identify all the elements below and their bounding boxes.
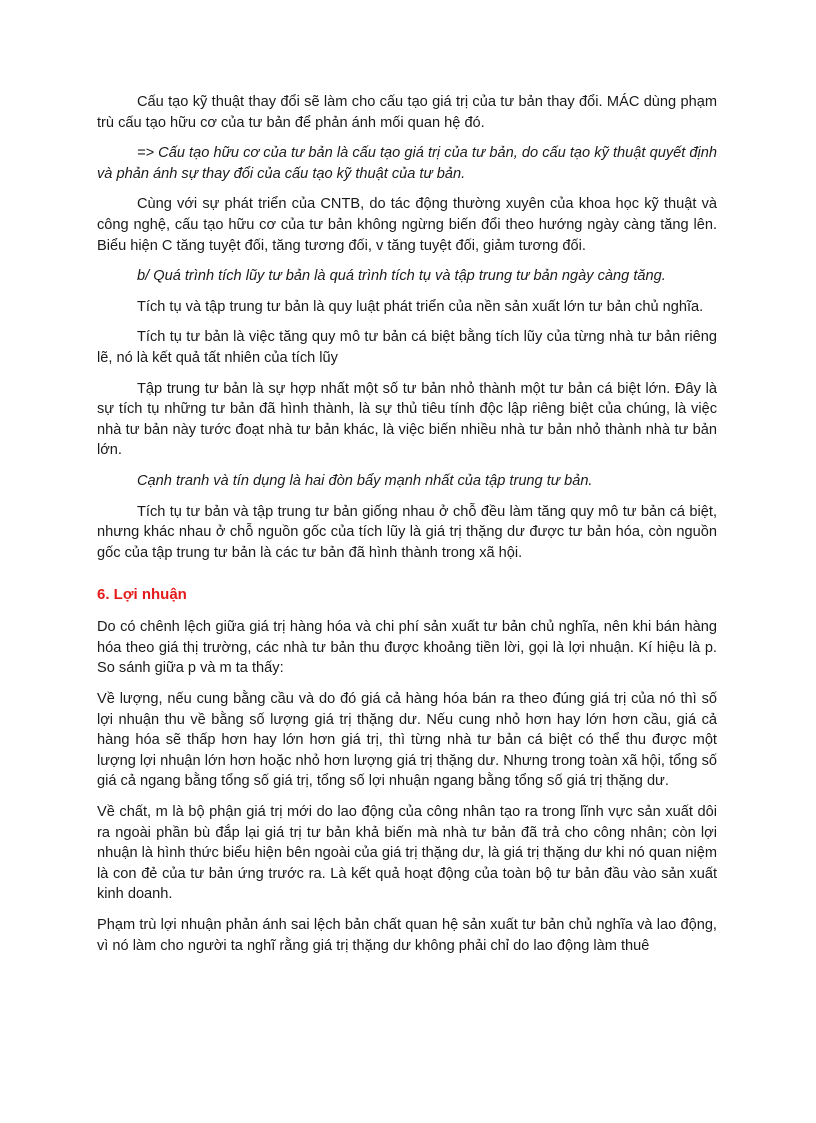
paragraph: Tích tụ tư bản là việc tăng quy mô tư bản cá biệt bằng tích lũy của từng nhà tư bản riêng lẽ, nó là kết quả tất nhiên của tích lũy: [97, 329, 717, 366]
paragraph: Phạm trù lợi nhuận phản ánh sai lệch bản chất quan hệ sản xuất tư bản chủ nghĩa và lao động, vì nó làm cho người ta nghĩ rằng giá trị thặng dư không phải chỉ do lao động làm thuê: [97, 917, 717, 954]
paragraph: Do có chênh lệch giữa giá trị hàng hóa và chi phí sản xuất tư bản chủ nghĩa, nên khi bán hàng hóa theo giá thị trường, các nhà tư bản thu được khoảng tiền lời, gọi là lợi nhuận. Kí hiệu là p. So sánh giữa p và m ta thấy:: [97, 619, 717, 677]
paragraph: Tích tụ và tập trung tư bản là quy luật phát triển của nền sản xuất lớn tư bản chủ nghĩa.: [137, 298, 704, 315]
paragraph: Tích tụ tư bản và tập trung tư bản giống nhau ở chỗ đều làm tăng quy mô tư bản cá biệt, nhưng khác nhau ở chỗ nguồn gốc của tích lũy là giá trị thặng dư được tư bản hóa, còn nguồn gốc của tập trung tư bản là các tư bản đã hình thành trong xã hội.: [97, 503, 717, 561]
subheading-paragraph: b/ Quá trình tích lũy tư bản là quá trình tích tụ và tập trung tư bản ngày càng tăng.: [137, 268, 666, 285]
paragraph: Cấu tạo kỹ thuật thay đổi sẽ làm cho cấu tạo giá trị của tư bản thay đổi. MÁC dùng phạm trù cấu tạo hữu cơ của tư bản để phản ánh mối quan hệ đó.: [97, 94, 717, 131]
document-page: [97, 92, 717, 966]
paragraph: Về chất, m là bộ phận giá trị mới do lao động của công nhân tạo ra trong lĩnh vực sản xuất dôi ra ngoài phần bù đắp lại giá trị tư bản khả biến mà nhà tư bản đã trả cho công nhân; còn lợi nhuận là hình thức biểu hiện bên ngoài của giá trị thặng dư, là giá trị thặng dư khi nó quan niệm là con đẻ của tư bản ứng trước ra. Là kết quả hoạt động của toàn bộ tư bản đầu vào sản xuất kinh doanh.: [97, 804, 717, 903]
paragraph: Tập trung tư bản là sự hợp nhất một số tư bản nhỏ thành một tư bản cá biệt lớn. Đây là sự tích tụ những tư bản đã hình thành, là sự thủ tiêu tính độc lập riêng biệt của chúng, là việc nhà tư bản này tước đoạt nhà tư bản khác, là việc biến nhiều nhà tư bản nhỏ thành nhà tư bản lớn.: [97, 380, 717, 459]
section-heading: 6. Lợi nhuận: [97, 586, 187, 604]
italic-paragraph: Cạnh tranh và tín dụng là hai đòn bẩy mạnh nhất của tập trung tư bản.: [137, 472, 593, 489]
conclusion-paragraph: => Cấu tạo hữu cơ của tư bản là cấu tạo giá trị của tư bản, do cấu tạo kỹ thuật quyết định và phản ánh sự thay đổi của cấu tạo kỹ thuật của tư bản.: [97, 145, 717, 182]
paragraph: Về lượng, nếu cung bằng cầu và do đó giá cả hàng hóa bán ra theo đúng giá trị của nó thì số lợi nhuận thu về bằng số lượng giá trị thặng dư. Nếu cung nhỏ hơn hay lớn hơn cầu, giá cả hàng hóa sẽ thấp hơn hay lớn hơn giá trị, thì từng nhà tư bản cá biệt có thể thu được một lượng lợi nhuận lớn hơn hoặc nhỏ hơn lượng giá trị thặng dư. Nhưng trong toàn xã hội, tổng số giá cả ngang bằng tổng số giá trị, tổng số lợi nhuận ngang bằng tổng số giá trị thặng dư.: [97, 691, 717, 790]
paragraph: Cùng với sự phát triển của CNTB, do tác động thường xuyên của khoa học kỹ thuật và công nghệ, cấu tạo hữu cơ của tư bản không ngừng biến đổi theo hướng ngày càng tăng lên. Biểu hiện C tăng tuyệt đối, tăng tương đối, v tăng tuyệt đối, giảm tương đối.: [97, 196, 717, 254]
